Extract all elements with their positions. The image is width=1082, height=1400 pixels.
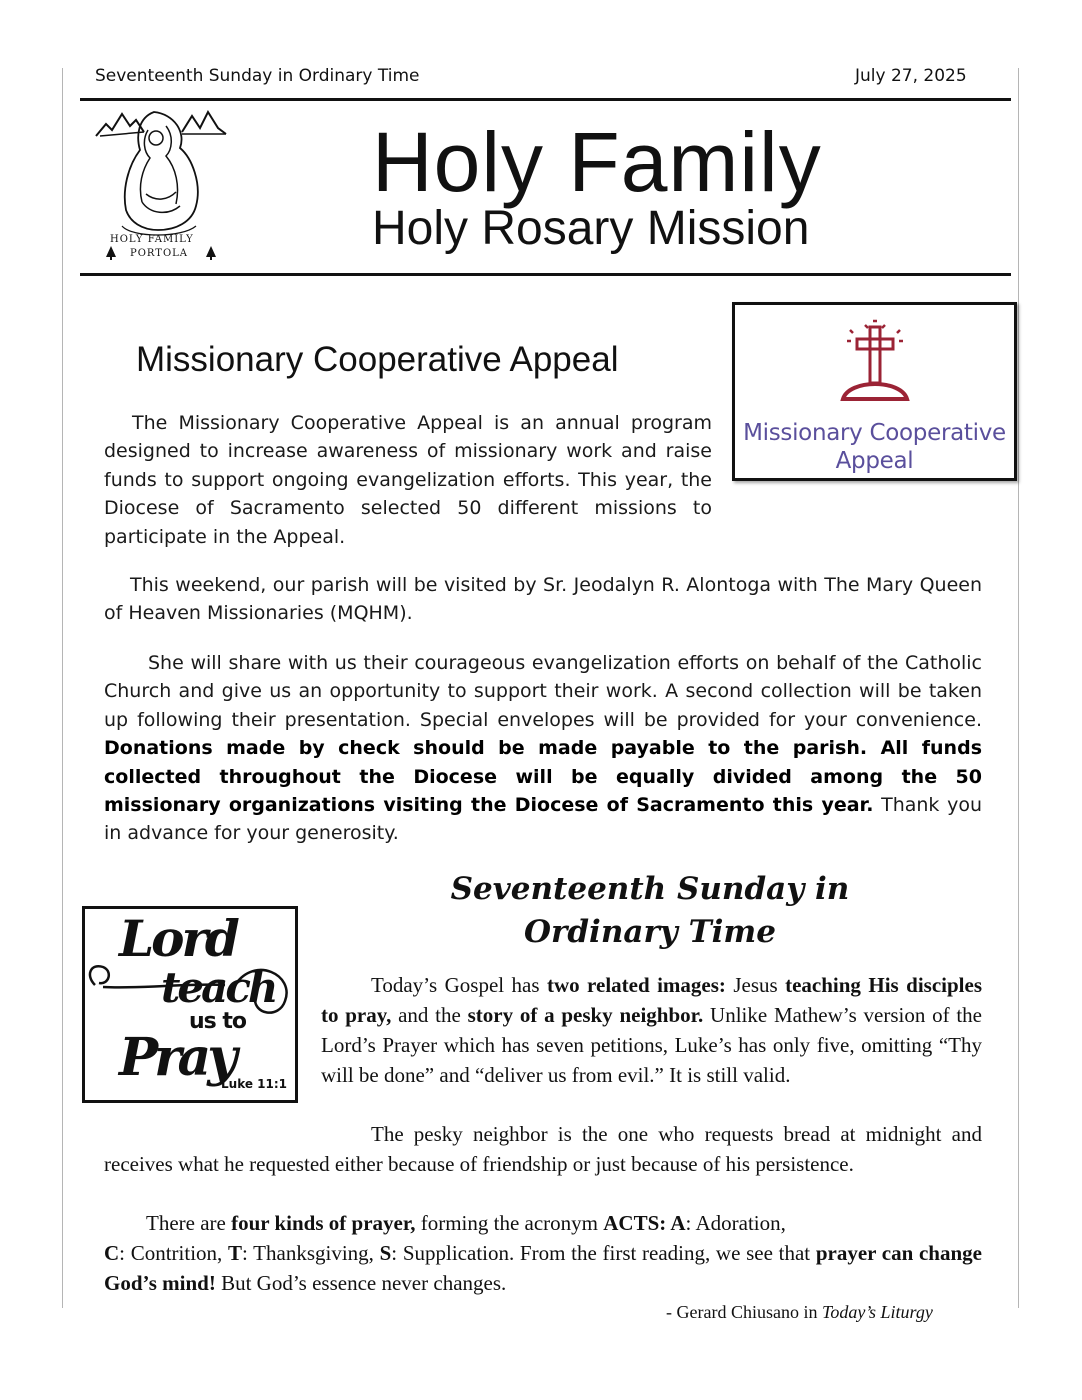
appeal-logo-line2: Appeal xyxy=(835,448,914,474)
logo-text-line1: HOLY FAMILY xyxy=(110,234,194,245)
appeal-logo-text xyxy=(735,419,1014,475)
reflection-paragraph-1 xyxy=(321,970,982,1090)
reflection-p1-bold-b: teaching His disciples to pray, xyxy=(321,973,982,1027)
header-date: July 27, 2025 xyxy=(855,66,967,86)
left-margin-line xyxy=(62,68,63,1308)
reflection-attribution xyxy=(666,1302,933,1323)
reflection-p3-bold-b: ACTS: A xyxy=(603,1211,686,1235)
reflection-p4-text-b: : Thanksgiving, xyxy=(242,1241,380,1265)
reflection-p3-text-c: : Adoration, xyxy=(685,1211,786,1235)
reflection-p3-bold-a: four kinds of prayer, xyxy=(231,1211,416,1235)
reflection-p4-bold: prayer can change God’s mind! xyxy=(104,1241,982,1295)
image-scripture-ref: Luke 11:1 xyxy=(221,1077,288,1091)
reflection-p3-text-b: forming the acronym xyxy=(415,1211,604,1235)
cross-on-hill-icon xyxy=(835,319,915,407)
appeal-p3-text: She will share with us their courageous evangelization efforts on behalf of the Catholic Church and give us an opportunity to support their work. A second collection will be taken up following their presentation. Special envelopes will be provided for your convenience. xyxy=(104,652,982,731)
attribution-author: - Gerard Chiusano in xyxy=(666,1302,822,1322)
image-word-teach: teach xyxy=(161,963,276,1012)
reflection-p1-bold-a: two related images: xyxy=(546,973,726,997)
appeal-paragraph-3 xyxy=(104,649,982,848)
appeal-logo-box xyxy=(732,302,1017,481)
appeal-p3-bold: Donations made by check should be made payable to the parish. All funds collected throughout the Diocese will be equally divided among the 50 missionary organizations visiting the Diocese of Sacramento this year. xyxy=(104,737,982,817)
appeal-paragraph-2: This weekend, our parish will be visited by Sr. Jeodalyn R. Alontoga with The Mary Queen of Heaven Missionaries (MQHM). xyxy=(104,574,982,625)
reflection-paragraph-3 xyxy=(104,1208,982,1238)
reflection-paragraph-4 xyxy=(104,1238,982,1298)
appeal-logo-line1: Missionary Cooperative xyxy=(743,420,1006,446)
parish-logo xyxy=(92,106,232,266)
image-word-us-to: us to xyxy=(189,1009,247,1034)
scroll-flourish-icon xyxy=(85,945,295,1035)
reflection-p4-letter-t: T xyxy=(228,1241,243,1265)
reflection-paragraph-2: The pesky neighbor is the one who requests bread at midnight and receives what he requested either because of friendship or just because of his persistence. xyxy=(104,1122,982,1176)
reflection-p1-text-d: Unlike Mathew’s version of the Lord’s Prayer which has seven petitions, Luke’s has only five, omitting “Thy will be done” and “deliver us from evil.” It is still valid. xyxy=(321,1003,982,1087)
tree-icon xyxy=(206,246,216,260)
attribution-source: Today’s Liturgy xyxy=(821,1302,933,1322)
right-margin-line xyxy=(1018,68,1019,1308)
reflection-heading-line1: Seventeenth Sunday in xyxy=(450,871,850,907)
reflection-p4-letter-s: S xyxy=(379,1241,392,1265)
header-left: Seventeenth Sunday in Ordinary Time xyxy=(95,66,420,86)
reflection-p4-letter-c: C xyxy=(104,1241,120,1265)
image-word-pray: Pray xyxy=(119,1027,234,1088)
reflection-p4-text-d: But God’s essence never changes. xyxy=(215,1271,507,1295)
reflection-heading xyxy=(400,868,900,954)
appeal-p3-closing: Thank you in advance for your generosity. xyxy=(104,794,982,845)
reflection-p3-text-a: There are xyxy=(146,1211,232,1235)
reflection-p1-bold-c: story of a pesky neighbor. xyxy=(467,1003,704,1027)
reflection-p1-text-c: and the xyxy=(391,1003,468,1027)
masthead-rule xyxy=(80,273,1011,276)
reflection-p1-text-a: Today’s Gospel has xyxy=(371,973,547,997)
top-rule xyxy=(80,98,1011,101)
lord-teach-us-to-pray-image xyxy=(82,906,298,1103)
reflection-p4-text-c: : Supplication. From the first reading, we see that xyxy=(391,1241,816,1265)
appeal-heading: Missionary Cooperative Appeal xyxy=(136,340,619,379)
tree-icon xyxy=(106,246,116,260)
masthead-title: Holy Family xyxy=(372,115,822,209)
reflection-p1-text-b: Jesus xyxy=(725,973,786,997)
reflection-heading-line2: Ordinary Time xyxy=(524,914,776,950)
masthead-subtitle: Holy Rosary Mission xyxy=(372,202,810,255)
reflection-p4-text-a: : Contrition, xyxy=(119,1241,228,1265)
appeal-paragraph-1: The Missionary Cooperative Appeal is an annual program designed to increase awareness of missionary work and raise funds to support ongoing evangelization efforts. This year, the Diocese of Sacramento selected 50 different missions to participate in the Appeal. xyxy=(104,412,712,548)
logo-text-line2: PORTOLA xyxy=(130,248,189,259)
image-word-lord: Lord xyxy=(119,909,237,968)
